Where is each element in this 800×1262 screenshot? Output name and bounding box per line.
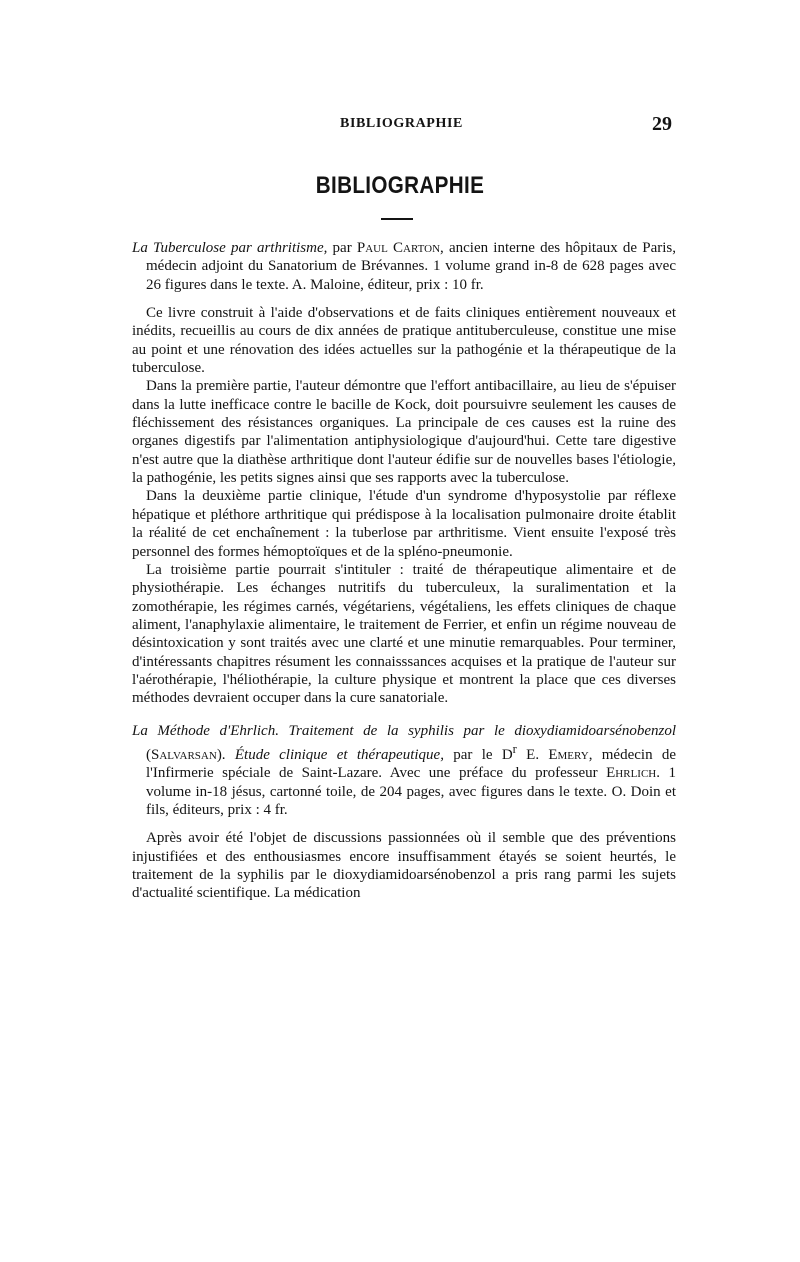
spacer [132,708,676,722]
running-head-title: BIBLIOGRAPHIE [340,116,463,131]
title-rule [381,218,413,220]
entry2-paren-name: Salvarsan [151,746,217,763]
entry1-details: , ancien interne des hôpitaux de Paris, médecin adjoint du Sanatorium de Brévannes. 1 volume grand in-8 de 628 pages avec 26 figures dans le texte. A. Maloine, éditeur, prix : 10 fr. [146,240,676,293]
bibliographic-entry-1 [132,239,676,294]
entry1-author: Paul Carton [356,240,441,256]
entry1-by: par [327,240,357,256]
section-title: BIBLIOGRAPHIE [315,172,485,199]
body-text [132,239,676,903]
entry2-preface-author: Ehrlich [606,765,657,782]
page-number: 29 [652,113,672,135]
entry2-paragraph: Après avoir été l'objet de discussions passionnées où il semble que des préventions injustifiées et des enthousiasmes encore insuffisamment étayés se soient heurtés, le traitement de la syphilis par le dioxydiamidoarsénobenzol a pris rang parmi les sujets d'actualité scientifique. La médication [132,830,676,902]
spacer [132,294,676,304]
entry2-title: La Méthode d'Ehrlich. Traitement de la syphilis par le dioxydiamidoarsénobenzol [132,722,676,739]
bibliographic-entry-2: La Méthode d'Ehrlich. Traitement de la syphilis par le dioxydiamidoarsénobenzol (Salvarsan). Étude clinique et thérapeutique, par le $D^r$ E. Emery, médecin de l'Infirmerie spéciale de Saint-Lazare. Avec une préface du professeur Ehrlich. 1 volume in-18 jésus, cartonné toile, de 204 pages, avec figures dans le texte. O. Doin et fils, éditeurs, prix : 4 fr. [132,722,677,818]
entry1-title: La Tuberculose par arthritisme, [132,240,328,256]
entry1-paragraph: Ce livre construit à l'aide d'observations et de faits cliniques entièrement nouveaux et inédits, recueillis au cours de dix années de pratique antituberculeuse, constitue une mise au point et une rénovation des idées actuelles sur la pathogénie et la thérapeutique de la tuberculose. [132,305,676,377]
running-head [0,113,800,136]
spacer [132,819,676,829]
entry1-paragraph: Dans la deuxième partie clinique, l'étude d'un syndrome d'hyposystolie par réflexe hépatique et pléthore arthritique qui prédispose à la localisation pulmonaire droite établit la réalité de cet enchaînement : la tuberlose par arthritisme. Vient ensuite l'exposé très personnel des formes hémoptoïques et de la spléno-pneumonie. [132,488,676,560]
entry2-details-a: , médecin de l'Infirmerie spéciale de Saint-Lazare. Avec une préface du professeur [146,746,677,782]
entry2-subtitle: Étude clinique et thérapeutique, [234,746,444,763]
entry2-details-b: . 1 volume in-18 jésus, cartonné toile, de 204 pages, avec figures dans le texte. O. Doin et fils, éditeurs, prix : 4 fr. [146,765,677,818]
entry1-paragraph: Dans la première partie, l'auteur démontre que l'effort antibacillaire, au lieu de s'épuiser dans la lutte inefficace contre le bacille de Kock, doit poursuivre seulement les causes de fléchissement des résistances organiques. La principale de ces causes est la ruine des organes digestifs par l'alimentation antiphysiologique d'aujourd'hui. Cette tare digestive n'est autre que la diathèse arthritique dont l'auteur édifie sur de nouvelles bases l'étiologie, la pathogénie, les petits signes ainsi que ses rapports avec la tuberculose. [132,378,676,487]
entry2-by: par le D [443,746,513,763]
entry1-paragraph: La troisième partie pourrait s'intituler : traité de thérapeutique alimentaire et de physiothérapie. Les échanges nutritifs du tuberculeux, la suralimentation et la zomothérapie, les régimes carnés, végétariens, végétaliens, les effets cliniques de chaque aliment, l'anaphylaxie alimentaire, le traitement de Ferrier, et enfin un régime nouveau de désintoxication y sont traités avec une clarté et une minutie remarquables. Pour terminer, d'intéressants chapitres résument les connaisssances acquises et la pratique de l'auteur sur l'aérothérapie, l'héliothérapie, la culture physique et montrent la place que ces diverses méthodes devraient occuper dans la cure sanatoriale. [132,561,676,707]
entry2-dr-sup: r [512,741,517,756]
entry2-author: E. Emery [526,746,589,763]
